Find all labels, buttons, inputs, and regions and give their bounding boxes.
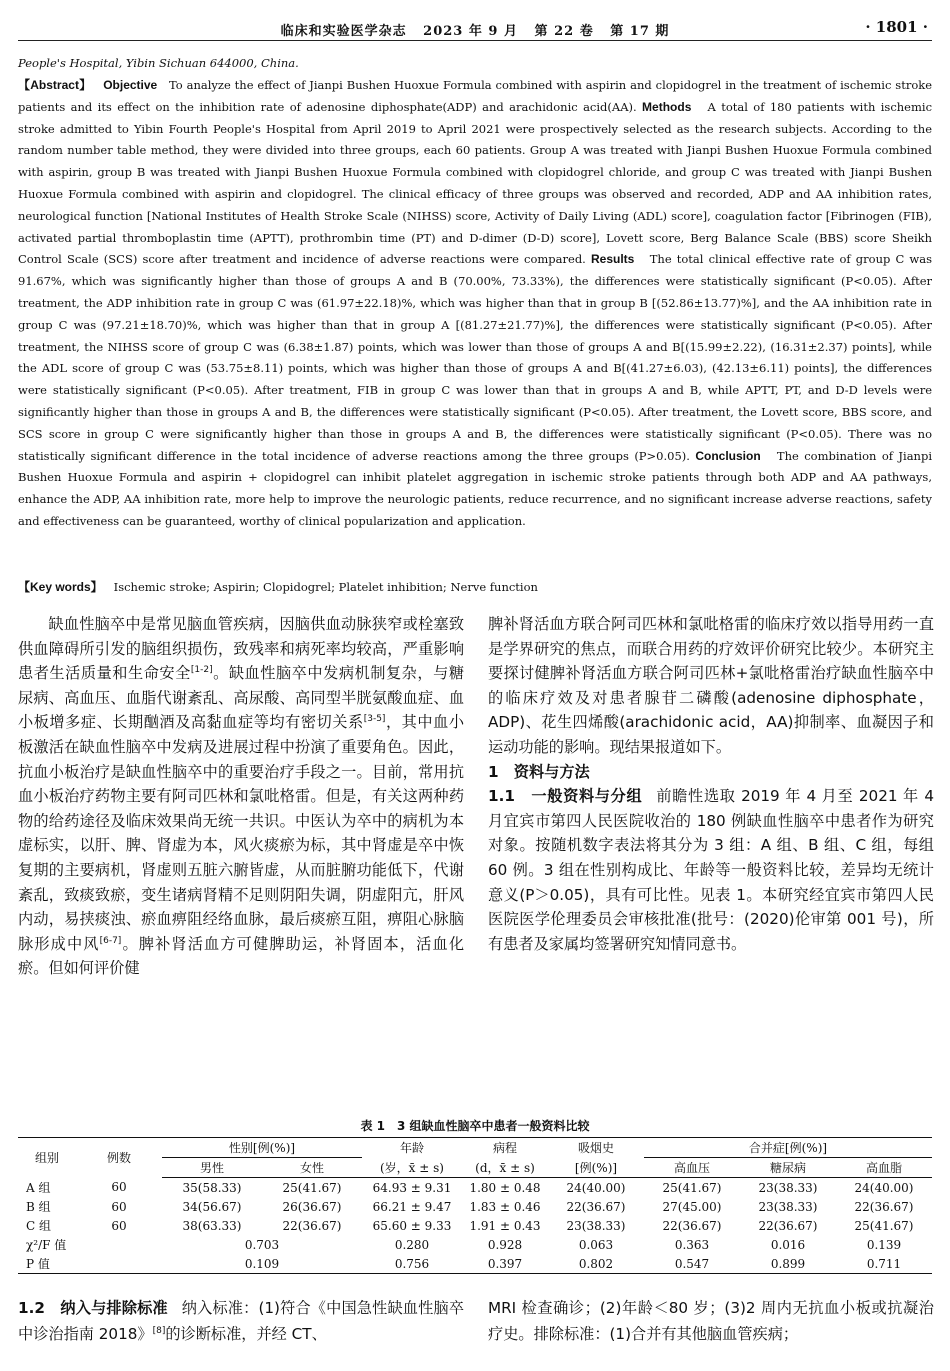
header-lipid: 高血脂 <box>836 1158 932 1178</box>
issue-date: 2023 年 9 月 <box>423 24 518 39</box>
conclusion-label: Conclusion <box>695 448 761 463</box>
header-comorbidity: 合并症[例(%)] <box>644 1138 932 1158</box>
methods-text: A total of 180 patients with ischemic stroke admitted to Yibin Fourth People's Hospital from April 2019 to April 2021 were prospectively selected as the research subjects. According to the random number table method, they were divided into three groups, each 60 patients. Group A was treated with Jianpi Bushen Huoxue Formula combined with aspirin, group B was treated with Jianpi Bushen Huoxue Formula combined with clopidogrel chloride, and group C was treated with Jianpi Bushen Huoxue Formula combined with aspirin and clopidogrel. The clinical efficacy of three groups was observed and recorded, ADP and AA inhibition rates, neurological function [National Institutes of Health Stroke Scale (NIHSS) score, Activity of Daily Living (ADL) score], coagulation factor [Fibrinogen (FIB), activated partial thromboplastin time (APTT), prothrombin time (PT) and D-dimer (D-D) score], Lovett score, Berg Balance Scale (BBS) score Sheikh Control Scale (SCS) score after treatment and incidence of adverse reactions were compared. <box>18 99 933 267</box>
table-caption: 表 1 3 组缺血性脑卒中患者一般资料比较 <box>360 1119 590 1133</box>
header-course-unit: (d，x̄ ± s) <box>462 1158 548 1178</box>
header-age-unit: (岁，x̄ ± s) <box>362 1158 462 1178</box>
subsection-title: 1.2 纳入与排除标准 <box>18 1299 168 1317</box>
table-row: C 组 60 38(63.33) 22(36.67) 65.60 ± 9.33 1.91 ± 0.43 23(38.33) 22(36.67) 22(36.67) 25(41.67) <box>26 1218 914 1233</box>
objective-text: To analyze the effect of Jianpi Bushen Huoxue Formula combined with aspirin and clopidogrel in the treatment of ischemic stroke patients and its effect on the inhibition rate of adenosine diphosphate(ADP) and arachidonic acid(AA). <box>18 78 933 114</box>
objective-label: Objective <box>103 78 158 92</box>
intro-continued: 脾补肾活血方联合阿司匹林和氯吡格雷的临床疗效以指导用药一直是学界研究的焦点，而联合用药的疗效评价研究比较少。本研究主要探讨健脾补肾活血方联合阿司匹林+氯吡格雷治疗缺血性脑卒中的临床疗效及对患者腺苷二磷酸(adenosine diphosphate，ADP)、花生四烯酸(arachidonic acid，AA)抑制率、血凝因子和运动功能的影响。现结果报道如下。 <box>488 615 934 756</box>
header-smoke: 吸烟史 <box>548 1138 644 1158</box>
page-number: · 1801 · <box>865 18 928 36</box>
citation: [6-7] <box>99 935 122 946</box>
journal-info <box>18 20 932 39</box>
results-label: Results <box>590 252 635 267</box>
table-row: A 组 60 35(58.33) 25(41.67) 64.93 ± 9.31 1.80 ± 0.48 24(40.00) 25(41.67) 23(38.33) 24(40.00) <box>26 1180 914 1195</box>
table-row: B 组 60 34(56.67) 26(36.67) 66.21 ± 9.47 1.83 ± 0.46 22(36.67) 27(45.00) 23(38.33) 22(36.67) <box>26 1199 914 1214</box>
section-heading: 1 资料与方法 <box>488 762 590 781</box>
intro-paragraph: 缺血性脑卒中是常见脑血管疾病，因脑供血动脉狭窄或栓塞致供血障碍所引发的脑组织损伤，致残率和病死率均较高，严重影响患者生活质量和生命安全[1-2]。缺血性脑卒中发病机制复杂，与糖尿病、高血压、血脂代谢紊乱、高尿酸、高同型半胱氨酸血症、血小板增多症、长期酗酒及高黏血症等均有密切关系[3-5]，其中血小板激活在缺血性脑卒中发病及进展过程中扮演了重要角色。因此，抗血小板治疗是缺血性脑卒中的重要治疗手段之一。目前，常用抗血小板治疗药物主要有阿司匹林和氯吡格雷。但是，有关这两种药物的给药途径及临床效果尚无统一共识。中医认为卒中的病机为本虚标实，以肝、脾、肾虚为本，风火痰瘀为标，其中肾虚是卒中恢复期的主要病机，肾虚则五脏六腑皆虚，从而脏腑功能低下，代谢紊乱，致痰致瘀，变生诸病肾精不足则阴阳失调，阴虚阳亢，肝风内动，易挟痰浊、瘀血痹阻经络血脉，最后痰瘀互阻，痹阻心脉脑脉形成中风[6-7]。脾补肾活血方可健脾助运，补肾固本，活血化瘀。但如何评价健 <box>18 615 465 978</box>
keywords <box>18 577 538 597</box>
header-group: 组别 <box>18 1138 76 1178</box>
header-course: 病程 <box>462 1138 548 1158</box>
header-female: 女性 <box>262 1158 362 1178</box>
issue: 第 17 期 <box>610 24 670 39</box>
results-text: The total clinical effective rate of group C was 91.67%, which was significantly higher than those of groups A and B (70.00%, 73.33%), the differences were statistically significant (P<0.05). After treatment, the ADP inhibition rate in group C was (61.97±22.18)%, which was higher than that in group B [(52.86±13.77)%], and the AA inhibition rate in group C was (97.21±18.70)%, which was higher than that in group A [(81.27±21.77)%], the differences were statistically significant (P<0.05). After treatment, the NIHSS score of group C was (6.38±1.87) points, which was lower than those of groups A and B[(15.99±2.22), (16.31±2.37) points], while the ADL score of group C was (53.75±8.11) points, which was higher than those of groups A and B[(41.27±6.03), (42.13±6.11) points], the differences were statistically significant (P<0.05). After treatment, FIB in group C was lower than that in groups A and B, while APTT, PT, and D-D levels were significantly higher than those in groups A and B, the differences were statistically significant (P<0.05). After treatment, the Lovett score, BBS score, and SCS score in group C were significantly higher than those in groups A and B, the differences were statistically significant (P<0.05). There was no statistically significant difference in the total incidence of adverse reactions among the three groups (P>0.05). <box>18 252 933 463</box>
baseline-table <box>18 1137 932 1274</box>
subsection-title: 1.1 一般资料与分组 <box>488 787 643 806</box>
bottom-left-column <box>18 1295 464 1347</box>
criteria-text: MRI 检查确诊；(2)年龄＜80 岁；(3)2 周内无抗血小板或抗凝治疗史。排除标准：(1)合并有其他脑血管疾病； <box>488 1299 934 1343</box>
header-htn: 高血压 <box>644 1158 740 1178</box>
header-dm: 糖尿病 <box>740 1158 836 1178</box>
header-smoke-unit: [例(%)] <box>548 1158 644 1178</box>
affiliation: People's Hospital, Yibin Sichuan 644000, China. <box>18 56 299 70</box>
header-male: 男性 <box>162 1158 262 1178</box>
header-age: 年龄 <box>362 1138 462 1158</box>
p-value-row: P 值 0.109 0.756 0.397 0.802 0.547 0.899 0.711 <box>18 1254 932 1274</box>
running-header <box>18 14 932 41</box>
citation: [1-2] <box>190 665 213 676</box>
english-abstract <box>18 75 932 533</box>
body-right-column <box>488 612 934 956</box>
abstract-label: 【Abstract】 <box>18 78 92 92</box>
keywords-label: 【Key words】 <box>18 580 103 594</box>
bottom-right-column <box>488 1295 934 1347</box>
stat-row: χ²/F 值 0.703 0.280 0.928 0.063 0.363 0.016 0.139 <box>26 1237 902 1252</box>
subsection-text: 前瞻性选取 2019 年 4 月至 2021 年 4 月宜宾市第四人民医院收治的 180 例缺血性脑卒中患者作为研究对象。按随机数字表法将其分为 3 组：A 组、B 组、C 组，每组 60 例。3 组在性别构成比、年龄等一般资料比较，差异均无统计意义(P＞0.05)，具有可比性。见表 1。本研究经宜宾市第四人民医院医学伦理委员会审核批准(批号：(2020)伦审第 001 号)，所有患者及家属均签署研究知情同意书。 <box>488 787 935 953</box>
subsection-1-2: 1.2 纳入与排除标准 纳入标准：(1)符合《中国急性缺血性脑卒中诊治指南 2018》[8]的诊断标准，并经 CT、 <box>18 1299 465 1343</box>
subsection-1-1 <box>488 784 934 956</box>
citation: [8] <box>152 1325 166 1336</box>
body-left-column <box>18 612 464 981</box>
volume: 第 22 卷 <box>534 24 594 39</box>
citation: [3-5] <box>363 714 386 725</box>
header-n: 例数 <box>76 1138 162 1178</box>
conclusion-text: The combination of Jianpi Bushen Huoxue Formula and aspirin + clopidogrel can inhibit platelet aggregation in ischemic stroke patients through both ADP and AA pathways, enhance the ADP, AA inhibition rate, more help to improve the neurologic patients, reduce recurrence, and no significant increase adverse reactions, safety and effectiveness can be guaranteed, worthy of clinical popularization and application. <box>18 448 933 528</box>
methods-label: Methods <box>642 99 692 114</box>
journal-name: 临床和实验医学杂志 <box>280 24 407 39</box>
keywords-text: Ischemic stroke; Aspirin; Clopidogrel; Platelet inhibition; Nerve function <box>113 580 538 594</box>
header-sex: 性别[例(%)] <box>162 1138 362 1158</box>
